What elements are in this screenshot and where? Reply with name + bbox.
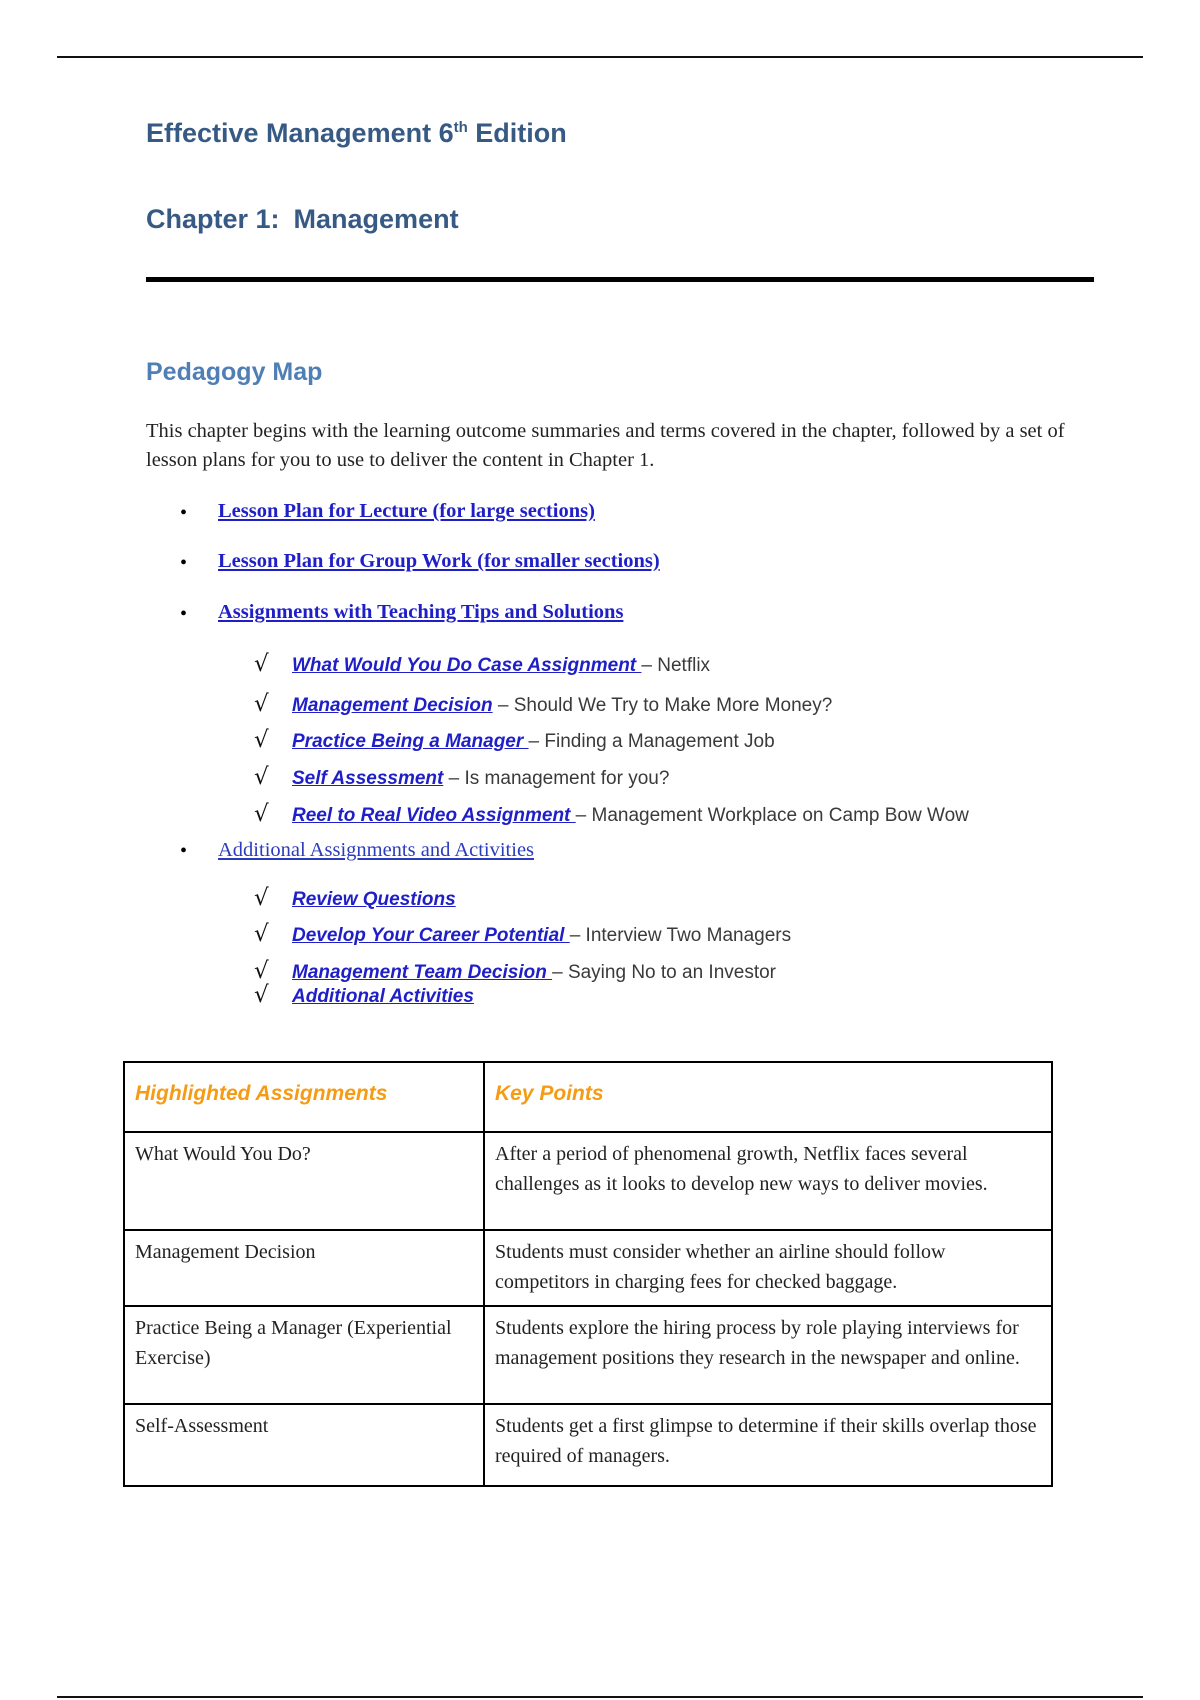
table-row bbox=[124, 1404, 1052, 1486]
sub-item-management-team-decision bbox=[254, 958, 776, 984]
key-points-cell: Students explore the hiring process by role playing interviews for management positions they research in the newspaper and online. bbox=[484, 1306, 1052, 1404]
review-questions-link[interactable]: Review Questions bbox=[292, 889, 456, 910]
self-assessment-link[interactable]: Self Assessment bbox=[292, 768, 444, 789]
what-would-you-do-link[interactable]: What Would You Do Case Assignment bbox=[292, 655, 642, 676]
book-title: Effective Management 6th Edition bbox=[146, 118, 567, 148]
sub-item-description: – Saying No to an Investor bbox=[552, 962, 777, 983]
assignments-teaching-tips-link[interactable]: Assignments with Teaching Tips and Solutions bbox=[218, 601, 624, 623]
assignment-cell: Practice Being a Manager (Experiential Exercise) bbox=[124, 1306, 484, 1404]
checkmark-icon: √ bbox=[254, 764, 269, 790]
management-decision-link[interactable]: Management Decision bbox=[292, 695, 493, 716]
section-divider bbox=[146, 277, 1094, 282]
pedagogy-map-heading: Pedagogy Map bbox=[146, 358, 323, 386]
intro-paragraph: This chapter begins with the learning outcome summaries and terms covered in the chapter, followed by a set of lesson plans for you to use to deliver the content in Chapter 1. bbox=[146, 420, 1065, 471]
column-header-key-points: Key Points bbox=[484, 1062, 1052, 1132]
checkmark-icon: √ bbox=[254, 651, 269, 677]
key-points-cell: Students get a first glimpse to determine if their skills overlap those required of managers. bbox=[484, 1404, 1052, 1486]
checkmark-icon: √ bbox=[254, 885, 269, 911]
checkmark-icon: √ bbox=[254, 921, 269, 947]
page-top-rule bbox=[57, 56, 1143, 58]
sub-item-practice-being-manager bbox=[254, 727, 775, 753]
sub-item-develop-career bbox=[254, 921, 791, 947]
develop-career-potential-link[interactable]: Develop Your Career Potential bbox=[292, 925, 570, 946]
checkmark-icon: √ bbox=[254, 958, 269, 984]
checkmark-icon: √ bbox=[254, 801, 269, 827]
page-bottom-rule bbox=[57, 1696, 1143, 1698]
checkmark-icon: √ bbox=[254, 691, 269, 717]
assignment-cell: Management Decision bbox=[124, 1230, 484, 1306]
sub-item-reel-to-real bbox=[254, 801, 969, 827]
key-points-cell: After a period of phenomenal growth, Netflix faces several challenges as it looks to develop new ways to deliver movies. bbox=[484, 1132, 1052, 1230]
column-header-assignments: Highlighted Assignments bbox=[124, 1062, 484, 1132]
table-row bbox=[124, 1306, 1052, 1404]
table-header-row bbox=[124, 1062, 1052, 1132]
table-row bbox=[124, 1132, 1052, 1230]
sub-item-self-assessment bbox=[254, 764, 669, 790]
sub-item-additional-activities bbox=[254, 982, 474, 1008]
sub-item-description: – Interview Two Managers bbox=[569, 925, 792, 946]
checkmark-icon: √ bbox=[254, 727, 269, 753]
management-team-decision-link[interactable]: Management Team Decision bbox=[292, 962, 553, 983]
bullet-marker: • bbox=[180, 603, 188, 625]
additional-assignments-link[interactable]: Additional Assignments and Activities bbox=[218, 839, 535, 861]
additional-activities-link[interactable]: Additional Activities bbox=[292, 986, 474, 1007]
bullet-marker: • bbox=[180, 840, 188, 862]
chapter-title: Chapter 1: Management bbox=[146, 204, 459, 234]
bullet-marker: • bbox=[180, 552, 188, 574]
sub-item-description: – Finding a Management Job bbox=[528, 731, 775, 752]
sub-item-description: – Netflix bbox=[641, 655, 711, 676]
sub-item-what-would-you-do bbox=[254, 651, 710, 677]
lesson-plan-group-work-link[interactable]: Lesson Plan for Group Work (for smaller sections) bbox=[218, 550, 660, 572]
sub-item-description: – Is management for you? bbox=[443, 768, 670, 789]
practice-being-manager-link[interactable]: Practice Being a Manager bbox=[292, 731, 529, 752]
sub-item-description: – Management Workplace on Camp Bow Wow bbox=[575, 805, 969, 826]
key-points-cell: Students must consider whether an airline should follow competitors in charging fees for checked baggage. bbox=[484, 1230, 1052, 1306]
sub-item-management-decision bbox=[254, 691, 832, 717]
assignment-cell: What Would You Do? bbox=[124, 1132, 484, 1230]
checkmark-icon: √ bbox=[254, 982, 269, 1008]
reel-to-real-link[interactable]: Reel to Real Video Assignment bbox=[292, 805, 576, 826]
assignment-cell: Self-Assessment bbox=[124, 1404, 484, 1486]
bullet-marker: • bbox=[180, 502, 188, 524]
sub-item-description: – Should We Try to Make More Money? bbox=[492, 695, 833, 716]
sub-item-review-questions bbox=[254, 885, 456, 911]
lesson-plan-lecture-link[interactable]: Lesson Plan for Lecture (for large sections) bbox=[218, 500, 595, 522]
table-row bbox=[124, 1230, 1052, 1306]
highlighted-assignments-table bbox=[123, 1061, 1053, 1487]
